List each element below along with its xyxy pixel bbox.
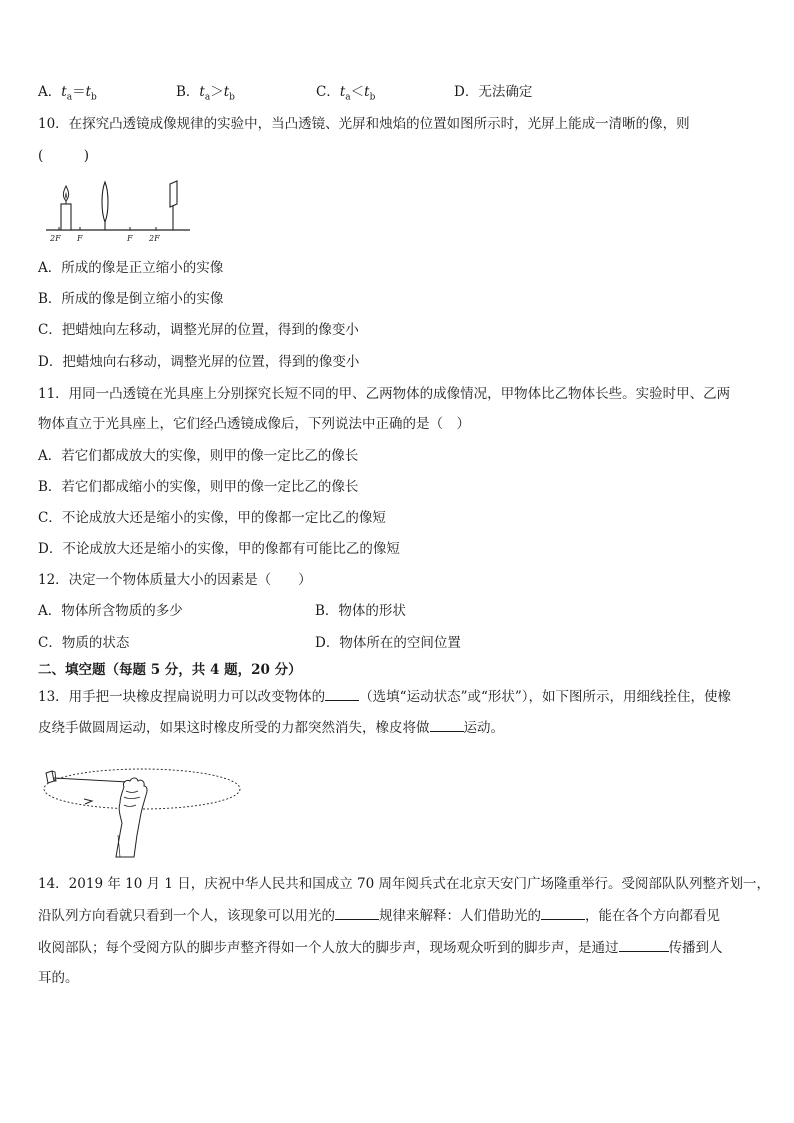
label-2f-left: 2F bbox=[50, 234, 61, 243]
q12-option-d[interactable]: D．物体所在的空间位置 bbox=[315, 635, 461, 651]
q11-option-a[interactable]: A．若它们都成放大的实像，则甲的像一定比乙的像长 bbox=[38, 448, 359, 464]
q14-blank-3[interactable] bbox=[619, 937, 669, 952]
q11-stem-line2: 物体直立于光具座上，它们经凸透镜成像后，下列说法中正确的是（ ） bbox=[38, 416, 470, 432]
q9-option-b[interactable]: B．$t_a>t_b$ bbox=[176, 84, 235, 103]
eraser-icon bbox=[46, 771, 56, 783]
q13-line1: 13．用手把一块橡皮捏扁说明力可以改变物体的 （选填“运动状态”或“形状”），如下图所示，用细线拴住，使橡 bbox=[38, 686, 731, 707]
q14-line3: 收阅部队；每个受阅方队的脚步声整齐得如一个人放大的脚步声，现场观众听到的脚步声，是通过 传播到人 bbox=[38, 937, 723, 958]
q14-blank-1[interactable] bbox=[335, 905, 379, 920]
q10-option-b[interactable]: B．所成的像是倒立缩小的实像 bbox=[38, 291, 224, 307]
label-f-left: F bbox=[77, 234, 83, 243]
string-line bbox=[54, 778, 128, 782]
hand-icon bbox=[116, 778, 147, 857]
q14-blank-2[interactable] bbox=[541, 905, 585, 920]
q13-eraser-circular-motion-figure bbox=[40, 765, 244, 861]
q10-option-c[interactable]: C．把蜡烛向左移动，调整光屏的位置，得到的像变小 bbox=[38, 322, 359, 338]
label-2f-right: 2F bbox=[149, 234, 160, 243]
q13-blank-1[interactable] bbox=[325, 686, 359, 701]
q11-stem-line1: 11．用同一凸透镜在光具座上分别探究长短不同的甲、乙两物体的成像情况，甲物体比乙物体长些。实验时甲、乙两 bbox=[38, 386, 731, 402]
q12-option-b[interactable]: B．物体的形状 bbox=[315, 603, 406, 619]
q13-blank-2[interactable] bbox=[430, 717, 464, 732]
q14-line2: 沿队列方向看就只看到一个人，该现象可以用光的 规律来解释：人们借助光的 ，能在各个方向都看见 bbox=[38, 905, 720, 926]
q11-option-b[interactable]: B．若它们都成缩小的实像，则甲的像一定比乙的像长 bbox=[38, 479, 359, 495]
section-fill-in-title: 二、填空题（每题 5 分，共 4 题，20 分） bbox=[38, 662, 302, 678]
q12-option-c[interactable]: C．物质的状态 bbox=[38, 635, 130, 651]
label-f-right: F bbox=[127, 234, 133, 243]
q10-option-a[interactable]: A．所成的像是正立缩小的实像 bbox=[38, 260, 224, 276]
q10-answer-bracket: ( ) bbox=[38, 148, 90, 164]
q10-lens-figure bbox=[44, 178, 194, 244]
q10-option-d[interactable]: D．把蜡烛向右移动，调整光屏的位置，得到的像变小 bbox=[38, 354, 360, 370]
q11-option-d[interactable]: D．不论成放大还是缩小的实像，甲的像都有可能比乙的像短 bbox=[38, 541, 400, 557]
q11-option-c[interactable]: C．不论成放大还是缩小的实像，甲的像都一定比乙的像短 bbox=[38, 510, 386, 526]
candle-icon bbox=[61, 186, 71, 230]
q9-option-c[interactable]: C．$t_a<t_b$ bbox=[316, 84, 376, 103]
direction-arrow-icon bbox=[84, 799, 92, 804]
q12-stem: 12．决定一个物体质量大小的因素是（ ） bbox=[38, 572, 312, 588]
light-screen-icon bbox=[170, 181, 177, 230]
q9-option-d[interactable]: D．无法确定 bbox=[454, 84, 533, 100]
q10-stem: 10．在探究凸透镜成像规律的实验中，当凸透镜、光屏和烛焰的位置如图所示时，光屏上能成一清晰的像，则 bbox=[38, 116, 690, 132]
q14-line1: 14．2019 年 10 月 1 日，庆祝中华人民共和国成立 70 周年阅兵式在北京天安门广场隆重举行。受阅部队队列整齐划一， bbox=[38, 876, 771, 892]
convex-lens-icon bbox=[102, 182, 108, 230]
q9-option-a[interactable]: A．$t_a=t_b$ bbox=[38, 84, 97, 103]
q14-line4: 耳的。 bbox=[38, 970, 79, 986]
q13-line2: 皮绕手做圆周运动，如果这时橡皮所受的力都突然消失，橡皮将做 运动。 bbox=[38, 717, 504, 738]
q12-option-a[interactable]: A．物体所含物质的多少 bbox=[38, 603, 183, 619]
